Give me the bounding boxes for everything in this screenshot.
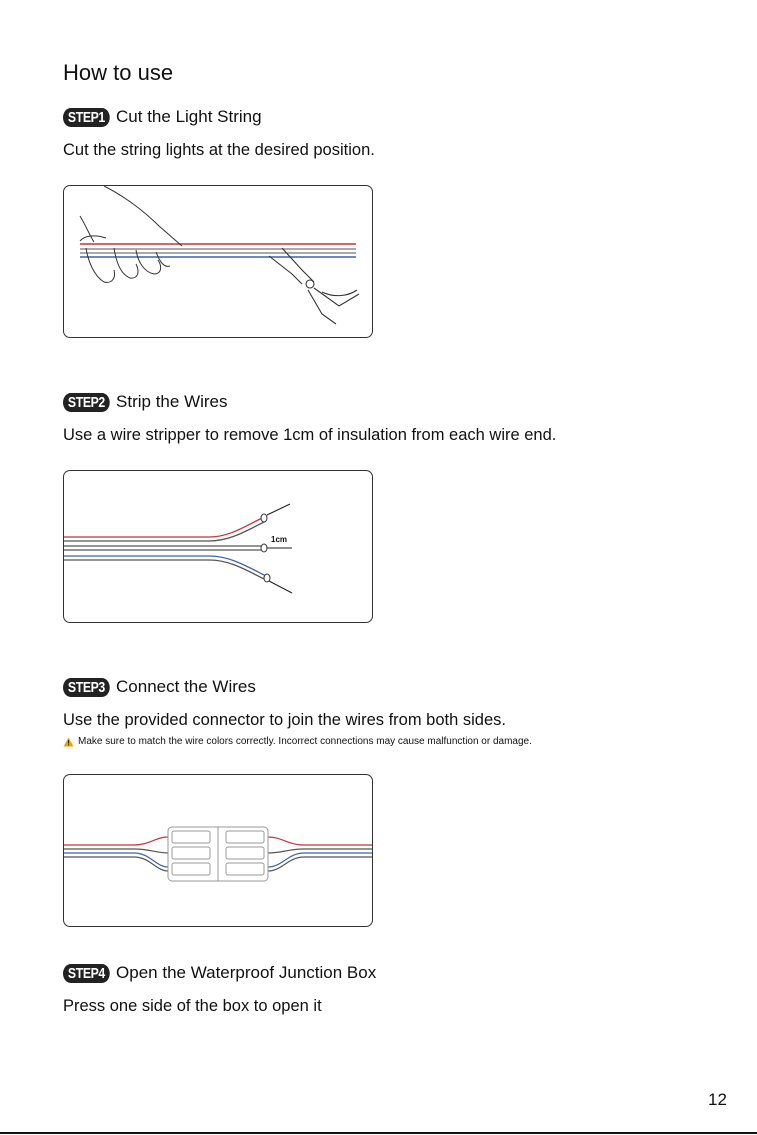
step2-badge: STEP2 [63,393,110,412]
hand-icon [80,186,182,282]
step1-badge: STEP1 [63,108,110,127]
step2-figure [63,470,373,623]
step1-title: Cut the Light String [116,107,262,126]
step4-header [63,962,376,984]
step3-title: Connect the Wires [116,677,256,696]
step4-title: Open the Waterproof Junction Box [116,963,377,982]
step3-header [63,676,256,698]
bottom-rule [0,1132,757,1134]
step1-description: Cut the string lights at the desired position. [63,141,375,159]
page-title: How to use [63,60,174,85]
warning-text: Make sure to match the wire colors correctly. Incorrect connections may cause malfunction or damage. [78,736,532,747]
step1-figure [63,185,373,338]
step2-description: Use a wire stripper to remove 1cm of insulation from each wire end. [63,426,557,444]
step3-description: Use the provided connector to join the wires from both sides. [63,711,506,729]
cut-wire-illustration [64,186,372,337]
connector-block-icon [168,827,268,881]
step4-description: Press one side of the box to open it [63,997,322,1015]
step1-header [63,106,262,128]
warning-note [63,736,532,747]
step3-figure [63,774,373,927]
pliers-icon [269,248,359,324]
step2-header [63,391,228,413]
warning-triangle-icon [63,737,74,747]
connector-illustration [64,775,372,926]
page-number: 12 [708,1090,727,1109]
step2-title: Strip the Wires [116,392,228,411]
step3-badge: STEP3 [63,678,110,697]
length-label: 1cm [271,535,288,544]
step4-badge: STEP4 [63,964,110,983]
strip-wire-illustration [64,471,372,622]
